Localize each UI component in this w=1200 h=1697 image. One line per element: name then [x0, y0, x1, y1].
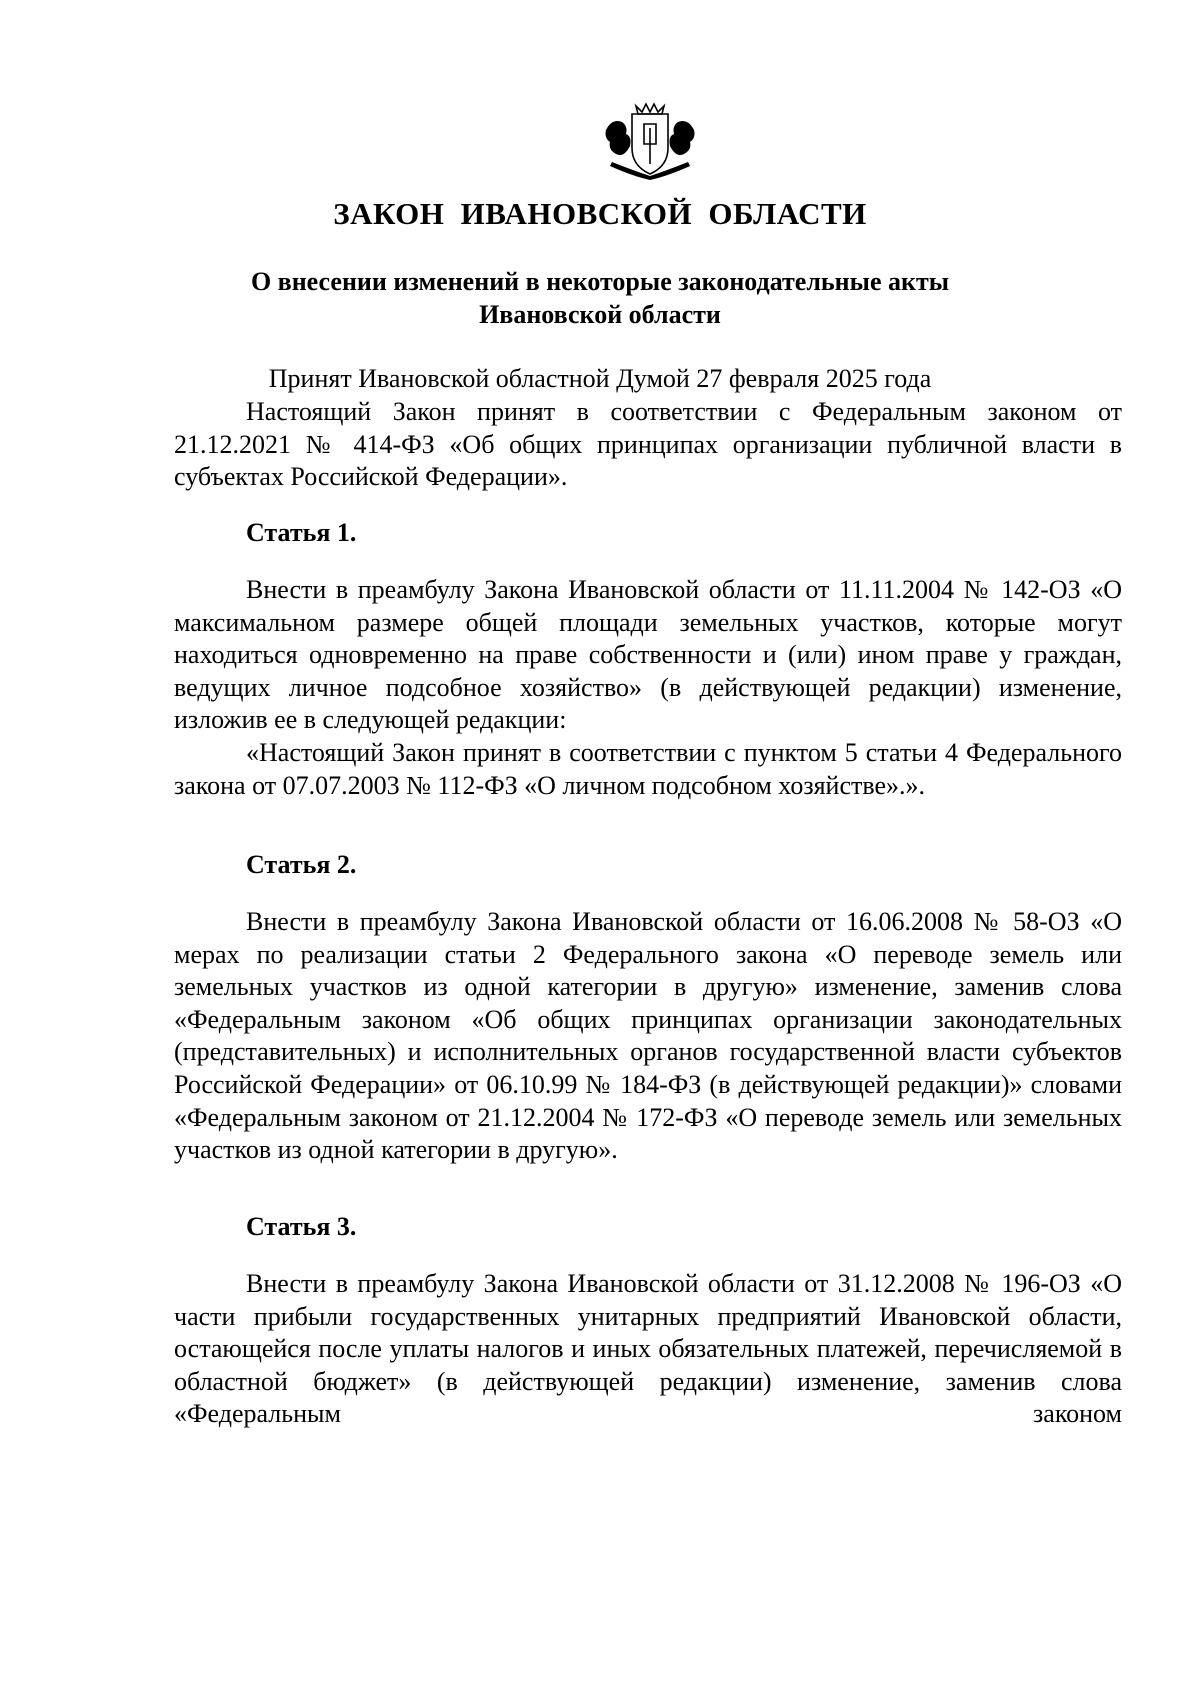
law-subtitle: [160, 265, 1040, 331]
law-subtitle-line: О внесении изменений в некоторые законодательные акты: [250, 267, 950, 296]
law-title: ЗАКОН ИВАНОВСКОЙ ОБЛАСТИ: [333, 196, 867, 231]
preamble-paragraph: Настоящий Закон принят в соответствии с Федеральным законом от 21.12.2021 № 414-ФЗ «Об общих принципах организации публичной власти в субъектах Российской Федерации».: [174, 397, 1122, 492]
article-1-paragraph: Внести в преамбулу Закона Ивановской области от 11.11.2004 № 142-ОЗ «О максимальном размере общей площади земельных участков, которые могут находиться одновременно на праве собственности и (или) ином праве у граждан, ведущих личное подсобное хозяйство» (в действующей редакции) изменение, изложив ее в следующей редакции:: [174, 575, 1122, 735]
coat-of-arms-icon: [602, 100, 698, 180]
article-2-paragraph: Внести в преамбулу Закона Ивановской области от 16.06.2008 № 58-ОЗ «О мерах по реализации статьи 2 Федерального закона «О переводе земель или земельных участков из одной категории в другую» изменение, заменив слова «Федеральным законом «Об общих принципах организации законодательных (представительных) и исполнительных органов государственной власти субъектов Российской Федерации» от 06.10.99 № 184-ФЗ (в действующей редакции)» словами «Федеральным законом от 21.12.2004 № 172-ФЗ «О переводе земель или земельных участков из одной категории в другую».: [174, 907, 1122, 1165]
article-1-new-wording: «Настоящий Закон принят в соответствии с пунктом 5 статьи 4 Федерального закона от 07.07.2003 № 112-ФЗ «О личном подсобном хозяйстве».».: [174, 738, 1122, 800]
article-3-heading: Статья 3.: [246, 1212, 357, 1241]
article-3-paragraph: Внести в преамбулу Закона Ивановской области от 31.12.2008 № 196-ОЗ «О части прибыли государственных унитарных предприятий Ивановской области, остающейся после уплаты налогов и иных обязательных платежей, перечисляемой в областной бюджет» (в действующей редакции) изменение, заменив слова «Федеральным законом: [174, 1269, 1122, 1429]
article-1-heading: Статья 1.: [246, 518, 357, 547]
law-subtitle-line: Ивановской области: [479, 300, 721, 329]
article-2-heading: Статья 2.: [246, 850, 357, 879]
adoption-line: Принят Ивановской областной Думой 27 февраля 2025 года: [268, 364, 932, 393]
